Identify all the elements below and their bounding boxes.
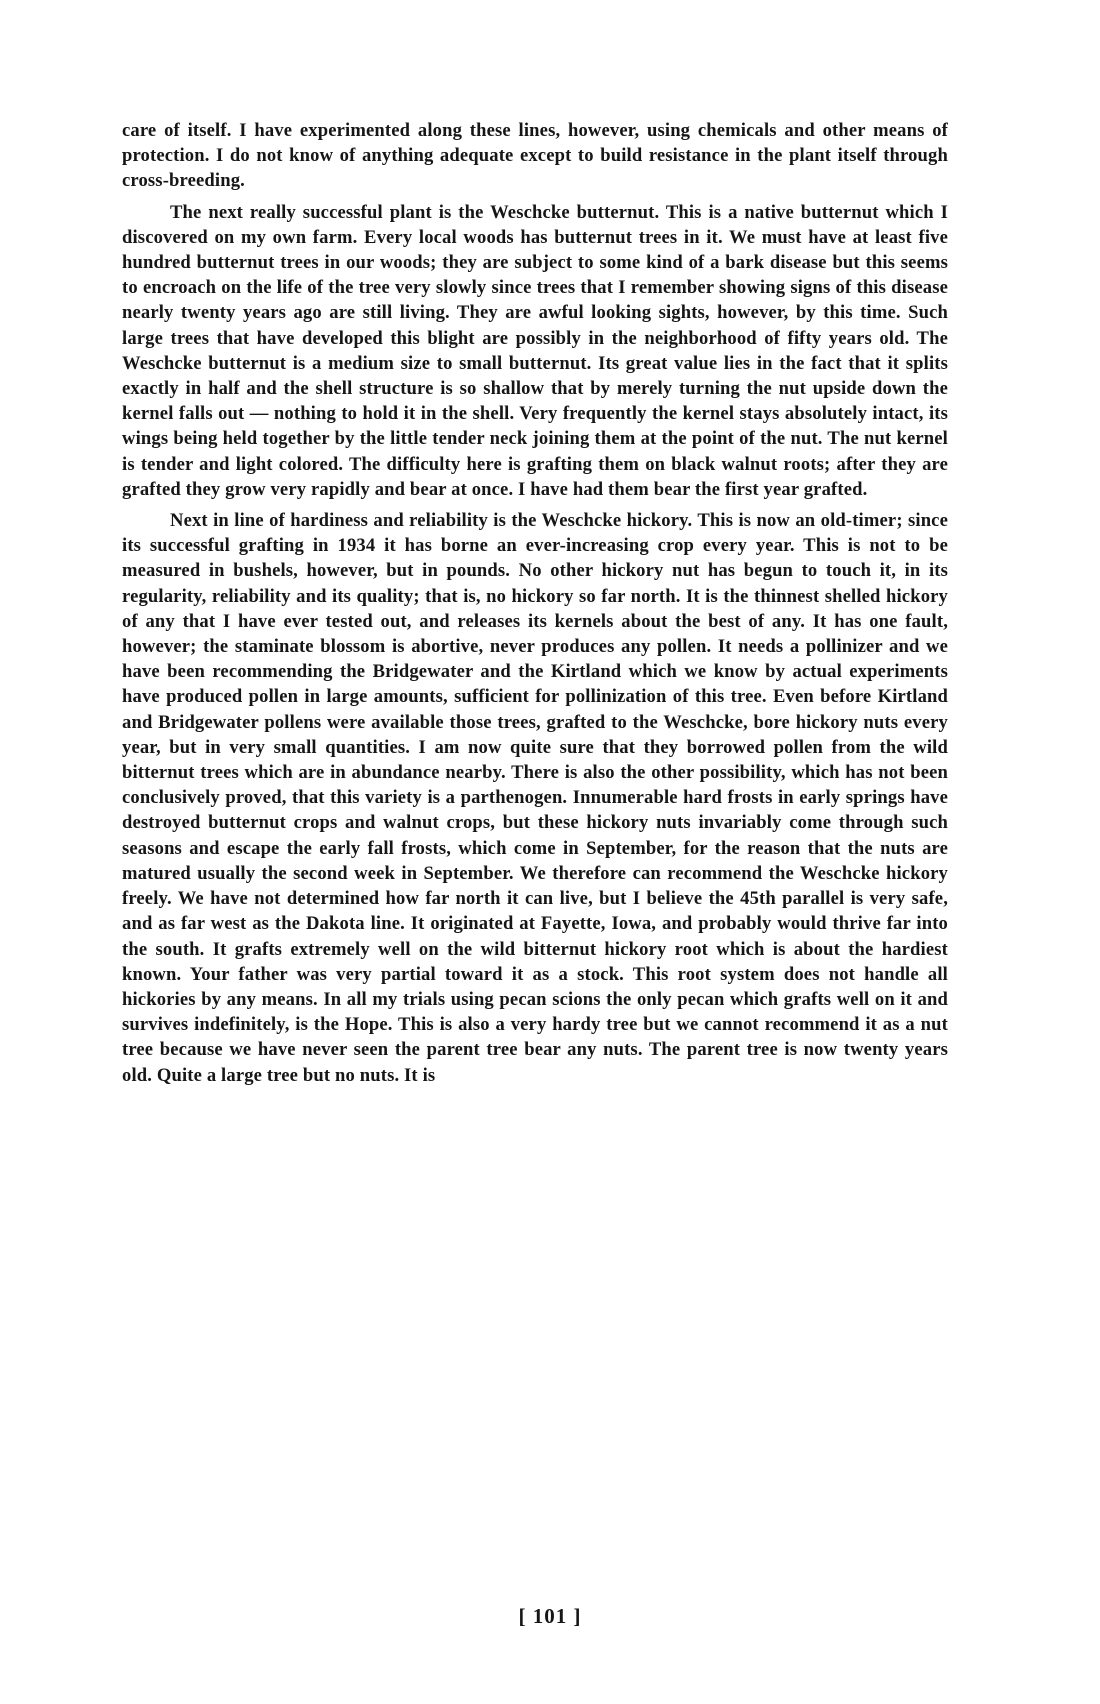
paragraph-3: Next in line of hardiness and reliability is the Weschcke hickory. This is now an old-timer; since its successful grafting in 1934 it has borne an ever-increasing crop every year. This is not to be measured in bushels, however, but in pounds. No other hickory nut has begun to touch it, in its regularity, reliability and its quality; that is, no hickory so far north. It is the thinnest shelled hickory of any that I have ever tested out, and releases its kernels about the best of any. It has one fault, however; the staminate blossom is abortive, never produces any pollen. It needs a pollinizer and we have been recommending the Bridgewater and the Kirtland which we know by actual experiments have produced pollen in large amounts, sufficient for pollinization of this tree. Even before Kirtland and Bridgewater pollens were available those trees, grafted to the Weschcke, bore hickory nuts every year, but in very small quantities. I am now quite sure that they borrowed pollen from the wild bitternut trees which are in abundance nearby. There is also the other possibility, which has not been conclusively proved, that this variety is a parthenogen. Innumerable hard frosts in early springs have destroyed butternut crops and walnut crops, but these hickory nuts invariably come through such seasons and escape the early fall frosts, which come in September, for the reason that the nuts are matured usually the second week in September. We therefore can recommend the Weschcke hickory freely. We have not determined how far north it can live, but I believe the 45th parallel is very safe, and as far west as the Dakota line. It originated at Fayette, Iowa, and probably would thrive far into the south. It grafts extremely well on the wild bitternut hickory root which is about the hardiest known. Your father was very partial toward it as a stock. This root system does not handle all hickories by any means. In all my trials using pecan scions the only pecan which grafts well on it and survives indefinitely, is the Hope. This is also a very hardy tree but we cannot recommend it as a nut tree because we have never seen the parent tree bear any nuts. The parent tree is now twenty years old. Quite a large tree but no nuts. It is: [122, 510, 948, 1086]
paragraph-2: The next really successful plant is the Weschcke butternut. This is a native butternut which I discovered on my own farm. Every local woods has butternut trees in it. We must have at least five hundred butternut trees in our woods; they are subject to some kind of a bark disease but this seems to encroach on the life of the tree very slowly since trees that I remember showing signs of this disease nearly twenty years ago are still living. They are awful looking sights, however, by this time. Such large trees that have developed this blight are possibly in the neighborhood of fifty years old. The Weschcke butternut is a medium size to small butternut. Its great value lies in the fact that it splits exactly in half and the shell structure is so shallow that by merely turning the nut upside down the kernel falls out — nothing to hold it in the shell. Very frequently the kernel stays absolutely intact, its wings being held together by the little tender neck joining them at the point of the nut. The nut kernel is tender and light colored. The difficulty here is grafting them on black walnut roots; after they are grafted they grow very rapidly and bear at once. I have had them bear the first year grafted.: [122, 201, 948, 500]
document-page: [122, 118, 948, 1088]
page-number: [ 101 ]: [518, 1604, 582, 1628]
paragraph-1: care of itself. I have experimented along these lines, however, using chemicals and other means of protection. I do not know of anything adequate except to build resistance in the plant itself through cross-breeding.: [122, 120, 948, 192]
